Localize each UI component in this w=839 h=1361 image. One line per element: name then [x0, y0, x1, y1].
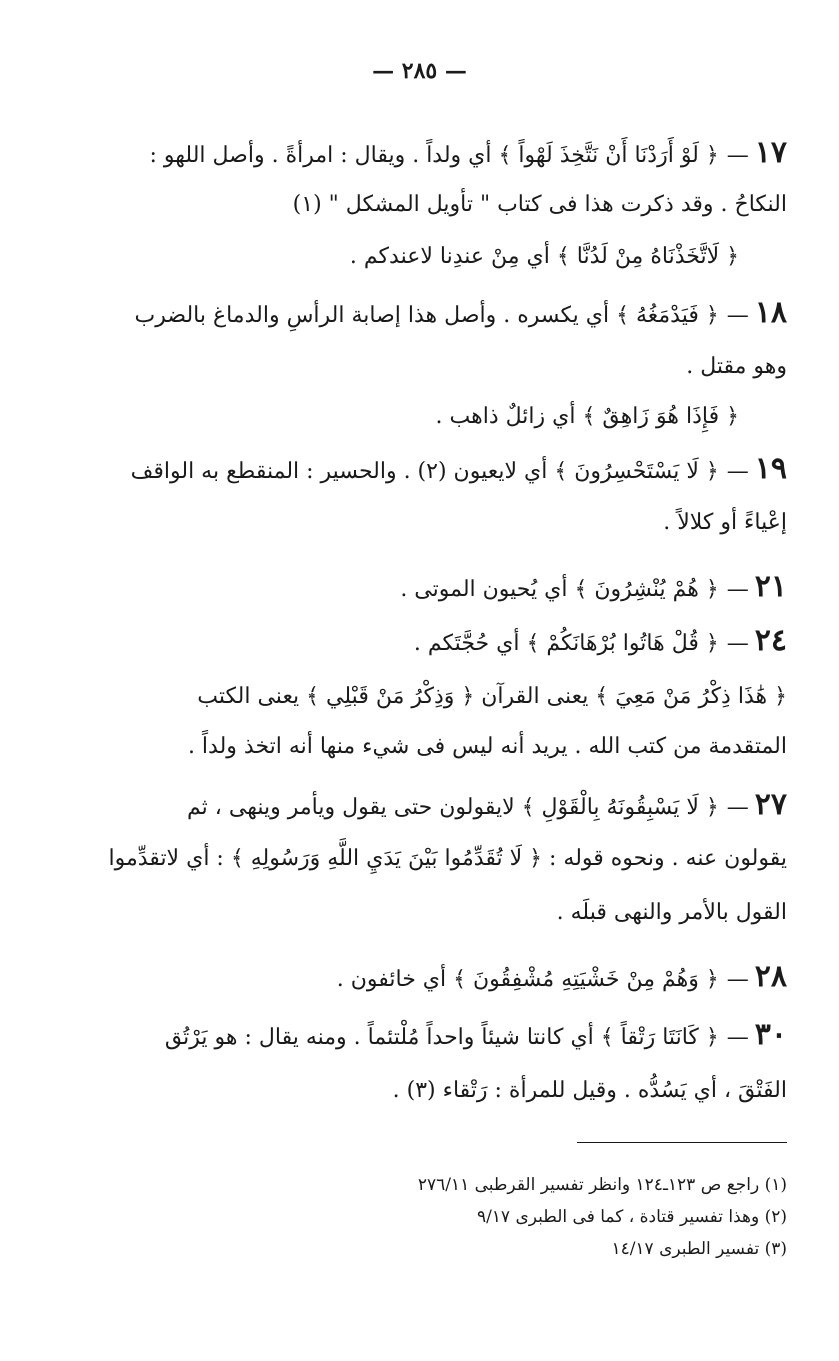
footnote-3: (٣) تفسير الطبرى ١٤/١٧ — [611, 1239, 787, 1259]
line-text: ﴿ لَا يَسْبِقُونَهُ بِالْقَوْلِ ﴾ لايقولون حتى يقول ويأمر وينهى ، ثم — [187, 795, 719, 820]
commentary-line — [47, 730, 787, 764]
line-text: ﴿ وَهُمْ مِنْ خَشْيَتِهِ مُشْفِقُونَ ﴾ أي خائفون . — [336, 967, 719, 992]
line-text: ﴿ هَٰذَا ذِكْرُ مَنْ مَعِيَ ﴾ يعنى القرآن ﴿ وَذِكْرُ مَنْ قَبْلِي ﴾ يعنى الكتب — [197, 684, 787, 709]
commentary-line-verse-21 — [47, 570, 787, 607]
line-text: ﴿ كَانَتَا رَتْقاً ﴾ أي كانتا شيئاً واحداً مُلْتئماً . ومنه يقال : هو يَرْتُق — [164, 1025, 719, 1050]
commentary-line — [47, 842, 787, 876]
verse-number: ٣٠ — [754, 1017, 787, 1052]
line-text: ﴿ هُمْ يُنْشِرُونَ ﴾ أي يُحيون الموتى . — [400, 577, 719, 602]
commentary-line-verse-24 — [47, 624, 787, 661]
line-text: ﴿ قُلْ هَاتُوا بُرْهَانَكُمْ ﴾ أي حُجَّتَكم . — [413, 631, 719, 656]
line-text: ﴿ لَا يَسْتَحْسِرُونَ ﴾ أي لايعيون (٢) . والحسير : المنقطع به الواقف — [130, 459, 719, 484]
line-text: وهو مقتل . — [686, 354, 787, 379]
commentary-line-verse-30 — [47, 1018, 787, 1055]
line-text: ﴿ لَاتَّخَذْنَاهُ مِنْ لَدُنَّا ﴾ أي مِنْ عندِنا لاعندكم . — [349, 244, 739, 269]
dash: — — [726, 967, 749, 992]
commentary-line-verse-27 — [47, 788, 787, 825]
line-text: ﴿ فَإِذَا هُوَ زَاهِقٌ ﴾ أي زائلٌ ذاهب . — [435, 404, 739, 429]
footnote-1: (١) راجع ص ١٢٣ـ١٢٤ وانظر تفسير القرطبى ٢٧٦/١١ — [417, 1175, 787, 1195]
dash: — — [726, 795, 749, 820]
commentary-line-verse-19 — [47, 452, 787, 489]
commentary-line-verse-28 — [47, 960, 787, 997]
verse-number: ٢٤ — [754, 623, 787, 658]
commentary-line — [47, 1074, 787, 1108]
dash: — — [726, 631, 749, 656]
commentary-line — [49, 240, 739, 274]
commentary-line — [47, 350, 787, 384]
footnote-divider — [577, 1142, 787, 1143]
verse-number: ١٩ — [754, 451, 787, 486]
verse-number: ٢٨ — [754, 959, 787, 994]
line-text: ﴿ فَيَدْمَغُهُ ﴾ أي يكسره . وأصل هذا إصابة الرأسِ والدماغ بالضرب — [134, 303, 719, 328]
verse-number: ١٧ — [754, 135, 787, 170]
commentary-line-verse-17 — [47, 136, 787, 173]
verse-number: ٢١ — [754, 569, 787, 604]
commentary-line — [47, 188, 787, 222]
line-text: يقولون عنه . ونحوه قوله : ﴿ لَا تُقَدِّمُوا بَيْنَ يَدَيِ اللَّهِ وَرَسُولِهِ ﴾ : أي لاتقدِّموا — [108, 846, 787, 871]
commentary-line — [47, 506, 787, 540]
verse-number: ٢٧ — [754, 787, 787, 822]
dash: — — [726, 577, 749, 602]
dash: — — [726, 303, 749, 328]
dash: — — [726, 459, 749, 484]
commentary-line — [47, 680, 787, 714]
line-text: ﴿ لَوْ أَرَدْنَا أَنْ نَتَّخِذَ لَهْواً ﴾ أي ولداً . ويقال : امرأةً . وأصل اللهو : — [149, 143, 719, 168]
line-text: المتقدمة من كتب الله . يريد أنه ليس فى شيء منها أنه اتخذ ولداً . — [187, 734, 787, 759]
line-text: القول بالأمر والنهى قبلَه . — [556, 900, 787, 925]
page-number: — ٢٨٥ — — [372, 58, 467, 84]
dash: — — [726, 1025, 749, 1050]
verse-number: ١٨ — [754, 295, 787, 330]
line-text: إعْياءً أو كلالاً . — [663, 510, 787, 535]
commentary-line-verse-18 — [47, 296, 787, 333]
line-text: النكاحُ . وقد ذكرت هذا فى كتاب " تأويل المشكل " (١) — [292, 192, 787, 217]
commentary-line — [49, 400, 739, 434]
line-text: الفَتْقَ ، أي يَسُدُّه . وقيل للمرأة : رَتْقاء (٣) . — [392, 1078, 787, 1103]
dash: — — [726, 143, 749, 168]
commentary-line — [47, 896, 787, 930]
footnote-2: (٢) وهذا تفسير قتادة ، كما فى الطبرى ٩/١٧ — [476, 1207, 787, 1227]
